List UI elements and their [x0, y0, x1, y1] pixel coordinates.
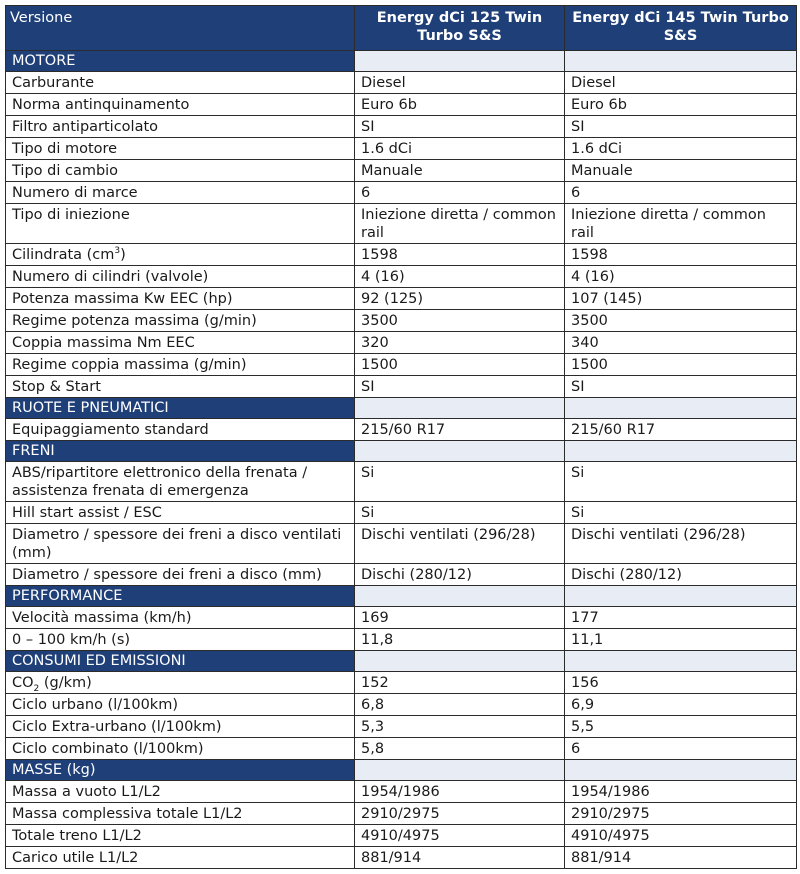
- row-value-1: SI: [355, 116, 565, 138]
- table-row: [6, 354, 797, 376]
- table-row: [6, 462, 797, 502]
- row-label-suffix: (g/km): [39, 675, 92, 691]
- row-value-1: 2910/2975: [355, 803, 565, 825]
- row-value-2: 340: [565, 332, 797, 354]
- table-row: [6, 160, 797, 182]
- row-label: [6, 376, 355, 398]
- row-value-2: 6,9: [565, 694, 797, 716]
- table-row: [6, 825, 797, 847]
- row-value-1: SI: [355, 376, 565, 398]
- row-label-text: Norma antinquinamento: [12, 97, 190, 113]
- row-value-2: 215/60 R17: [565, 419, 797, 441]
- table-row: [6, 376, 797, 398]
- row-label-text: Coppia massima Nm EEC: [12, 335, 195, 351]
- spec-body: [6, 51, 797, 869]
- row-label-text: CO: [12, 675, 34, 691]
- header-label: Versione: [6, 6, 355, 51]
- row-label-text: Regime potenza massima (g/min): [12, 313, 257, 329]
- row-value-2: 177: [565, 607, 797, 629]
- row-label-text: Tipo di iniezione: [12, 207, 130, 223]
- row-value-1: Dischi ventilati (296/28): [355, 524, 565, 564]
- row-value-2: Iniezione diretta / common rail: [565, 204, 797, 244]
- row-label: [6, 803, 355, 825]
- row-label-text: Tipo di motore: [12, 141, 118, 157]
- row-value-1: Diesel: [355, 72, 565, 94]
- row-value-2: 107 (145): [565, 288, 797, 310]
- row-value-1: 92 (125): [355, 288, 565, 310]
- section-header: [6, 651, 797, 672]
- row-value-2: 6: [565, 182, 797, 204]
- row-label-text: Ciclo urbano (l/100km): [12, 697, 178, 713]
- section-fill: [355, 441, 565, 462]
- row-value-1: 3500: [355, 310, 565, 332]
- row-label: [6, 672, 355, 694]
- table-row: [6, 204, 797, 244]
- row-label: [6, 564, 355, 586]
- row-label-text: Potenza massima Kw EEC (hp): [12, 291, 233, 307]
- row-value-1: 1.6 dCi: [355, 138, 565, 160]
- row-value-2: 4 (16): [565, 266, 797, 288]
- section-fill: [565, 760, 797, 781]
- section-fill: [565, 441, 797, 462]
- row-value-1: Iniezione diretta / common rail: [355, 204, 565, 244]
- table-row: [6, 116, 797, 138]
- row-label: [6, 462, 355, 502]
- table-row: [6, 266, 797, 288]
- row-label: [6, 160, 355, 182]
- row-label-text: Carico utile L1/L2: [12, 850, 139, 866]
- row-label: [6, 419, 355, 441]
- row-value-2: Euro 6b: [565, 94, 797, 116]
- row-value-2: 156: [565, 672, 797, 694]
- row-label: [6, 524, 355, 564]
- row-label: [6, 694, 355, 716]
- row-value-2: Si: [565, 502, 797, 524]
- spec-table: [5, 5, 797, 869]
- section-fill: [355, 760, 565, 781]
- row-value-1: 152: [355, 672, 565, 694]
- row-value-1: Si: [355, 462, 565, 502]
- header-version-1: Energy dCi 125 Twin Turbo S&S: [355, 6, 565, 51]
- row-value-2: 881/914: [565, 847, 797, 869]
- row-value-2: 1500: [565, 354, 797, 376]
- row-value-2: 2910/2975: [565, 803, 797, 825]
- section-title: PERFORMANCE: [6, 586, 355, 607]
- section-fill: [355, 398, 565, 419]
- table-row: [6, 72, 797, 94]
- row-label-text: Massa complessiva totale L1/L2: [12, 806, 243, 822]
- row-value-2: 6: [565, 738, 797, 760]
- table-row: [6, 847, 797, 869]
- table-row: [6, 182, 797, 204]
- row-label: [6, 116, 355, 138]
- table-row: [6, 288, 797, 310]
- row-label: [6, 716, 355, 738]
- row-value-2: Si: [565, 462, 797, 502]
- table-row: [6, 564, 797, 586]
- section-header: [6, 398, 797, 419]
- row-label-text: Massa a vuoto L1/L2: [12, 784, 161, 800]
- row-value-1: Euro 6b: [355, 94, 565, 116]
- row-value-1: 320: [355, 332, 565, 354]
- section-fill: [355, 586, 565, 607]
- row-label: [6, 94, 355, 116]
- row-label-text: Regime coppia massima (g/min): [12, 357, 247, 373]
- row-value-2: Dischi (280/12): [565, 564, 797, 586]
- row-value-1: 11,8: [355, 629, 565, 651]
- row-label-text: Carburante: [12, 75, 95, 91]
- row-label: [6, 738, 355, 760]
- row-label-text: Tipo di cambio: [12, 163, 119, 179]
- row-label-text: Filtro antiparticolato: [12, 119, 159, 135]
- table-row: [6, 332, 797, 354]
- row-value-1: 4910/4975: [355, 825, 565, 847]
- row-value-1: Manuale: [355, 160, 565, 182]
- row-value-2: 3500: [565, 310, 797, 332]
- table-row: [6, 629, 797, 651]
- row-value-1: Si: [355, 502, 565, 524]
- row-value-2: 5,5: [565, 716, 797, 738]
- row-label: [6, 781, 355, 803]
- section-fill: [565, 651, 797, 672]
- row-label: [6, 332, 355, 354]
- row-label: [6, 825, 355, 847]
- row-label-text: Velocità massima (km/h): [12, 610, 192, 626]
- row-label: [6, 288, 355, 310]
- table-row: [6, 244, 797, 266]
- row-label: [6, 138, 355, 160]
- row-value-1: 881/914: [355, 847, 565, 869]
- subscript: 2: [33, 683, 40, 694]
- section-header: [6, 51, 797, 72]
- superscript: 3: [114, 246, 121, 257]
- row-label: [6, 244, 355, 266]
- section-fill: [355, 51, 565, 72]
- row-label-text: Totale treno L1/L2: [12, 828, 142, 844]
- row-label: [6, 204, 355, 244]
- table-row: [6, 738, 797, 760]
- row-label-text: 0 – 100 km/h (s): [12, 632, 131, 648]
- row-value-1: 215/60 R17: [355, 419, 565, 441]
- row-label: [6, 354, 355, 376]
- row-value-1: 6,8: [355, 694, 565, 716]
- row-label-text: Hill start assist / ESC: [12, 505, 162, 521]
- row-value-1: 1954/1986: [355, 781, 565, 803]
- row-label-suffix: ): [120, 247, 126, 263]
- row-label-text: ABS/ripartitore elettronico della frenata / assistenza frenata di emergenza: [12, 465, 308, 499]
- header-version-2: Energy dCi 145 Twin Turbo S&S: [565, 6, 797, 51]
- row-value-2: 1954/1986: [565, 781, 797, 803]
- row-value-2: SI: [565, 116, 797, 138]
- row-value-1: 5,8: [355, 738, 565, 760]
- row-label: [6, 847, 355, 869]
- table-row: [6, 716, 797, 738]
- row-label-text: Equipaggiamento standard: [12, 422, 209, 438]
- section-fill: [565, 586, 797, 607]
- row-value-1: 1500: [355, 354, 565, 376]
- row-label-text: Stop & Start: [12, 379, 101, 395]
- row-value-1: 4 (16): [355, 266, 565, 288]
- row-label: [6, 502, 355, 524]
- table-row: [6, 607, 797, 629]
- table-row: [6, 94, 797, 116]
- row-value-2: SI: [565, 376, 797, 398]
- table-row: [6, 138, 797, 160]
- section-fill: [565, 398, 797, 419]
- row-label: [6, 607, 355, 629]
- section-header: [6, 441, 797, 462]
- row-value-2: Diesel: [565, 72, 797, 94]
- table-row: [6, 524, 797, 564]
- row-value-2: Dischi ventilati (296/28): [565, 524, 797, 564]
- table-row: [6, 419, 797, 441]
- table-row: [6, 310, 797, 332]
- row-label: [6, 266, 355, 288]
- section-title: MASSE (kg): [6, 760, 355, 781]
- row-label-text: Numero di cilindri (valvole): [12, 269, 209, 285]
- row-label: [6, 182, 355, 204]
- header-row: [6, 6, 797, 51]
- row-label-text: Diametro / spessore dei freni a disco (mm): [12, 567, 322, 583]
- row-value-2: Manuale: [565, 160, 797, 182]
- section-title: RUOTE E PNEUMATICI: [6, 398, 355, 419]
- table-row: [6, 694, 797, 716]
- section-header: [6, 760, 797, 781]
- section-fill: [565, 51, 797, 72]
- row-label-text: Diametro / spessore dei freni a disco ventilati (mm): [12, 527, 342, 561]
- row-value-2: 1598: [565, 244, 797, 266]
- row-value-1: 1598: [355, 244, 565, 266]
- row-value-1: 5,3: [355, 716, 565, 738]
- table-row: [6, 672, 797, 694]
- section-title: FRENI: [6, 441, 355, 462]
- row-label-text: Ciclo combinato (l/100km): [12, 741, 204, 757]
- row-label: [6, 72, 355, 94]
- row-label-text: Ciclo Extra-urbano (l/100km): [12, 719, 222, 735]
- row-value-2: 11,1: [565, 629, 797, 651]
- row-label: [6, 310, 355, 332]
- table-row: [6, 803, 797, 825]
- table-row: [6, 502, 797, 524]
- row-value-1: 169: [355, 607, 565, 629]
- row-value-1: 6: [355, 182, 565, 204]
- section-title: CONSUMI ED EMISSIONI: [6, 651, 355, 672]
- section-title: MOTORE: [6, 51, 355, 72]
- section-header: [6, 586, 797, 607]
- row-label-text: Numero di marce: [12, 185, 138, 201]
- row-value-2: 4910/4975: [565, 825, 797, 847]
- row-value-1: Dischi (280/12): [355, 564, 565, 586]
- table-row: [6, 781, 797, 803]
- section-fill: [355, 651, 565, 672]
- row-value-2: 1.6 dCi: [565, 138, 797, 160]
- row-label-text: Cilindrata (cm: [12, 247, 115, 263]
- row-label: [6, 629, 355, 651]
